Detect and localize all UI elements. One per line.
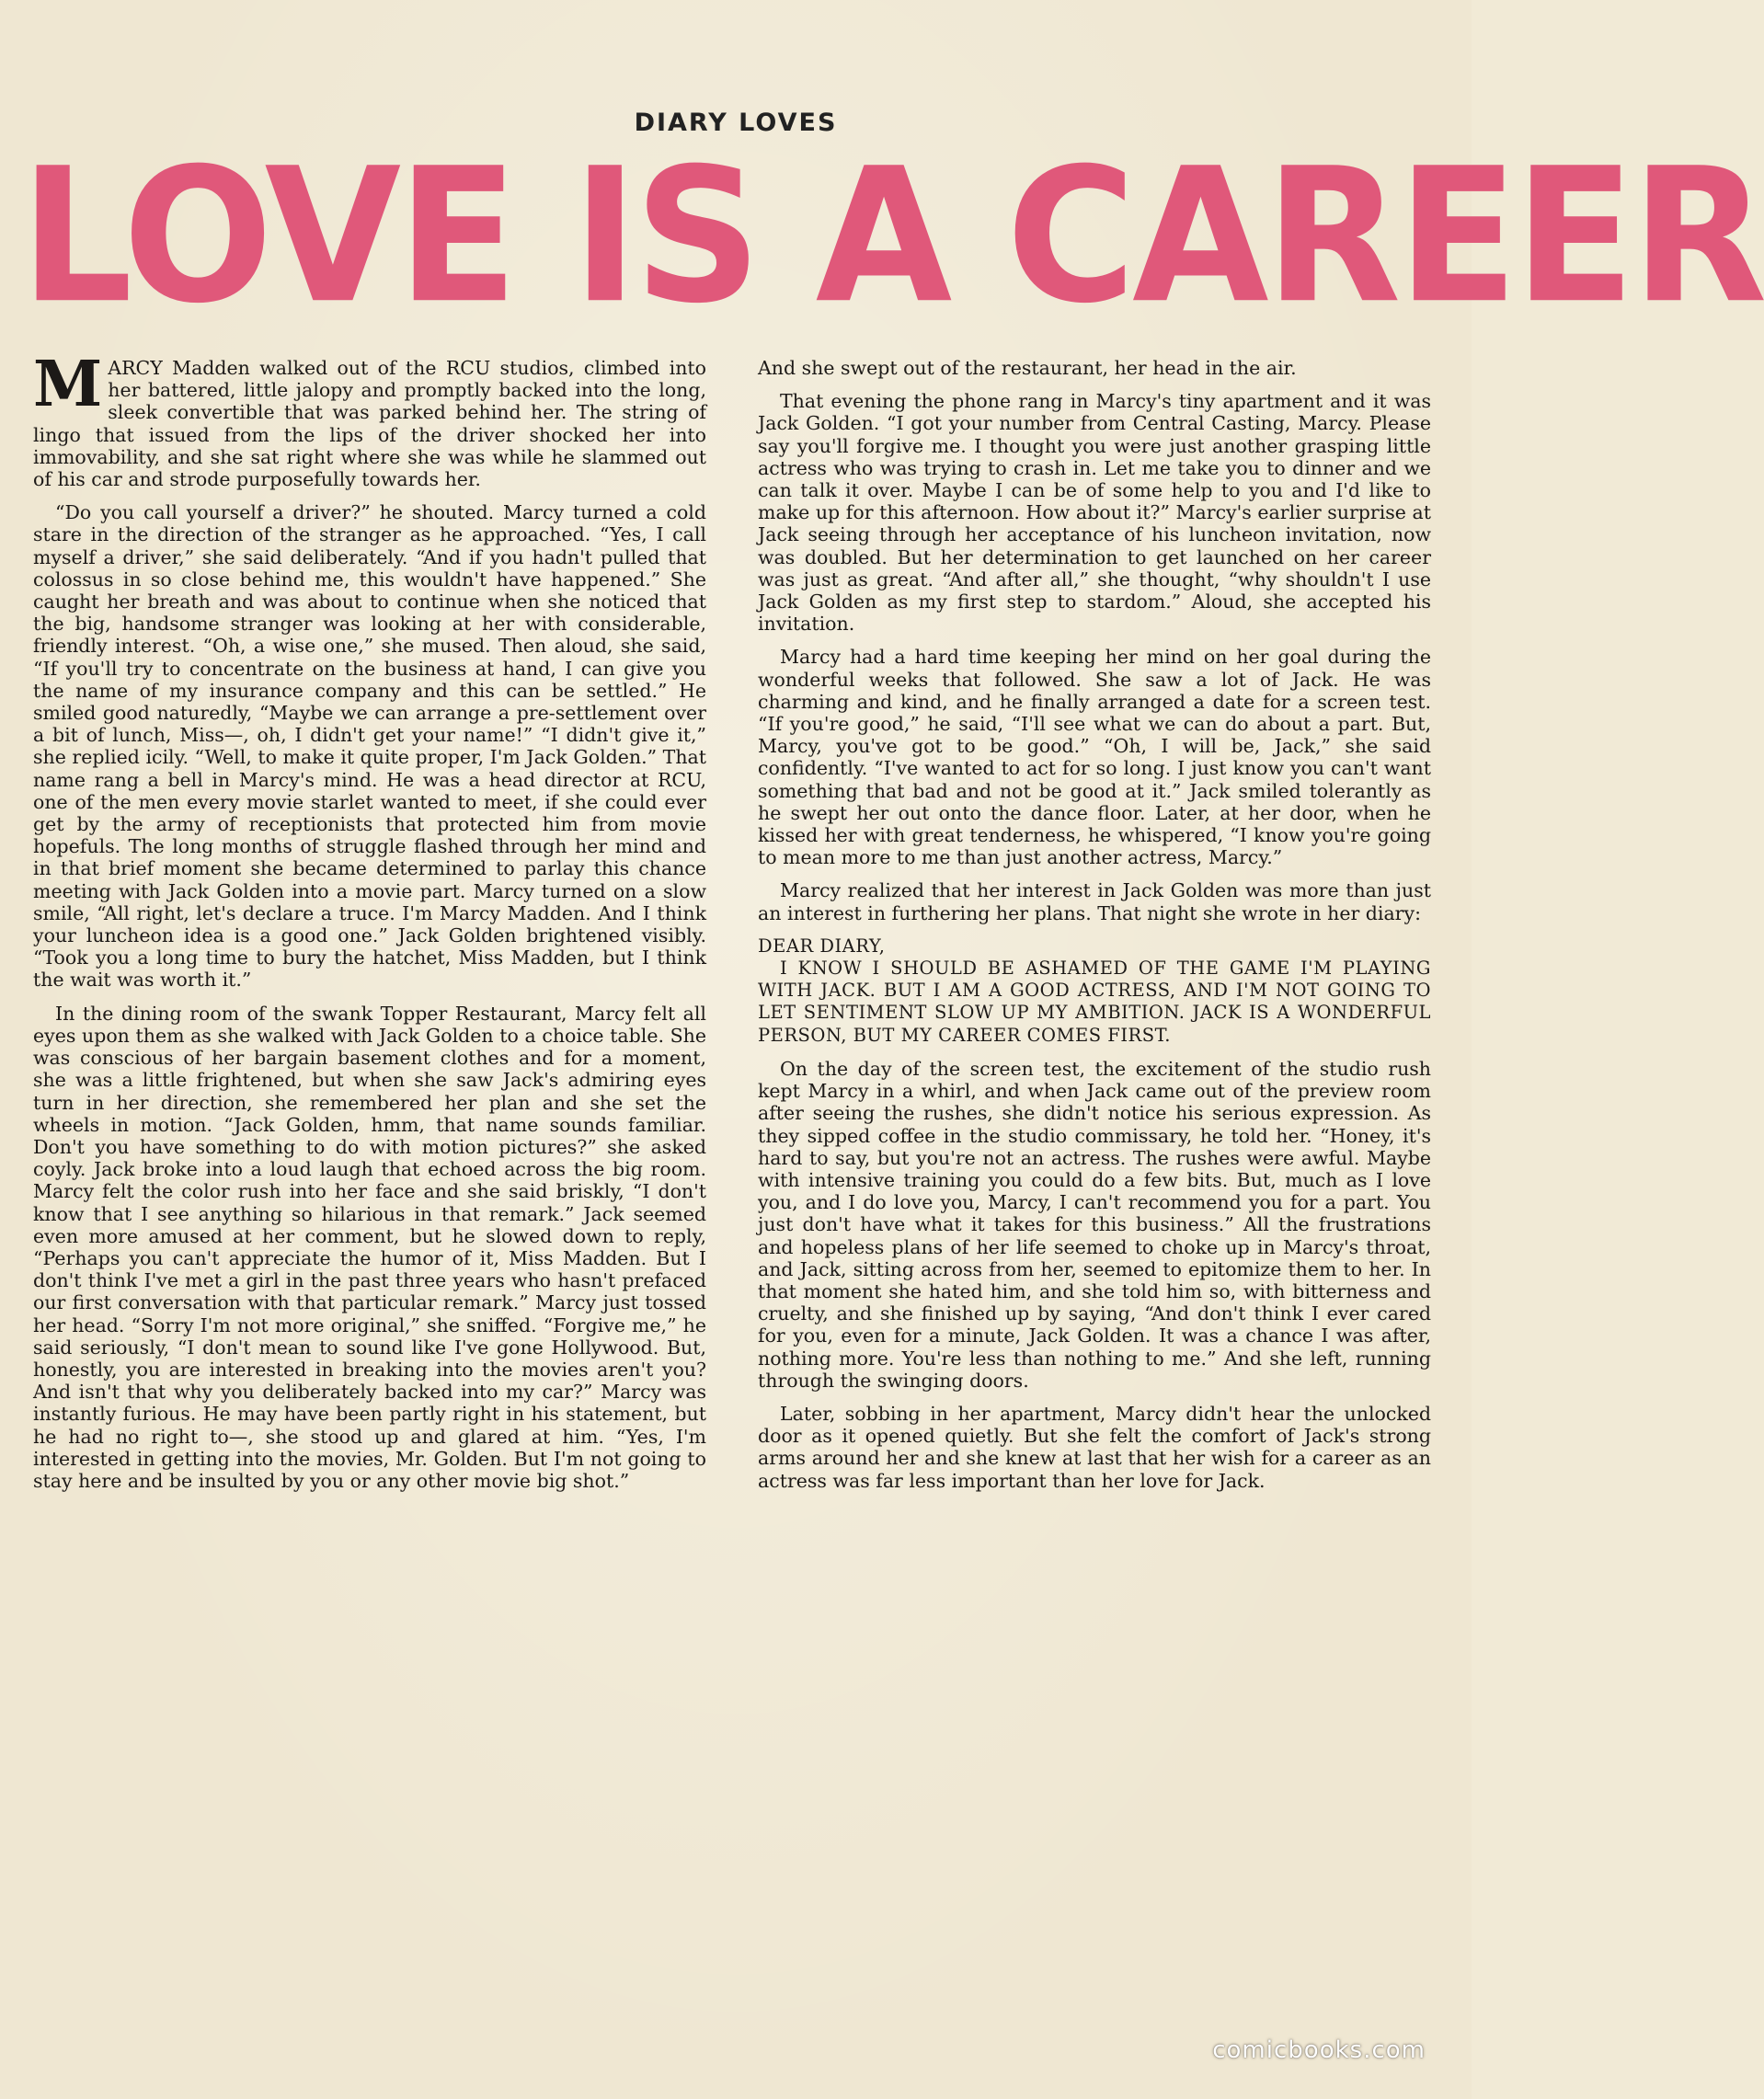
- right-column: [758, 357, 1431, 2003]
- diary-entry: I KNOW I SHOULD BE ASHAMED OF THE GAME I'M PLAYING WITH JACK. BUT I AM A GOOD ACTRESS, AND I'M NOT GOING TO LET SENTIMENT SLOW UP MY AMBITION. JACK IS A WONDERFUL PERSON, BUT MY CAREER COMES FIRST.: [758, 958, 1431, 1046]
- paragraph: In the dining room of the swank Topper Restaurant, Marcy felt all eyes upon them as she walked with Jack Golden to a choice table. She was conscious of her bargain basement clothes and for a moment, she was a little frightened, but when she saw Jack's admiring eyes turn in her direction, she remembered her plan and she set the wheels in motion. “Jack Golden, hmm, that name sounds familiar. Don't you have something to do with motion pictures?” she asked coyly. Jack broke into a loud laugh that echoed across the big room. Marcy felt the color rush into her face and she said briskly, “I don't know that I see anything so hilarious in that remark.” Jack seemed even more amused at her comment, but he slowed down to reply, “Perhaps you can't appreciate the humor of it, Miss Madden. But I don't think I've met a girl in the past three years who hasn't prefaced our first conversation with that particular remark.” Marcy just tossed her head. “Sorry I'm not more original,” she sniffed. “Forgive me,” he said seriously, “I don't mean to sound like I've gone Hollywood. But, honestly, you are interested in breaking into the movies aren't you? And isn't that why you deliberately backed into my car?” Marcy was instantly furious. He may have been partly right in his statement, but he had no right to—, she stood up and glared at him. “Yes, I'm interested in getting into the movies, Mr. Golden. But I'm not going to stay here and be insulted by you or any other movie big shot.”: [33, 1002, 706, 1492]
- paragraph: That evening the phone rang in Marcy's tiny apartment and it was Jack Golden. “I got your number from Central Casting, Marcy. Please say you'll forgive me. I thought you were just another grasping little actress who was trying to crash in. Let me take you to dinner and we can talk it over. Maybe I can be of some help to you and I'd like to make up for this afternoon. How about it?” Marcy's earlier surprise at Jack seeing through her acceptance of his luncheon invitation, now was doubled. But her determination to get launched on her career was just as great. “And after all,” she thought, “why shouldn't I use Jack Golden as my first step to stardom.” Aloud, she accepted his invitation.: [758, 390, 1431, 636]
- paragraph: On the day of the screen test, the excitement of the studio rush kept Marcy in a whirl, and when Jack came out of the preview room after seeing the rushes, she didn't notice his serious expression. As they sipped coffee in the studio commissary, he told her. “Honey, it's hard to say, but you're not an actress. The rushes were awful. Maybe with intensive training you could do a few bits. But, much as I love you, and I do love you, Marcy, I can't recommend you for a part. You just don't have what it takes for this business.” All the frustrations and hopeless plans of her life seemed to choke up in Marcy's throat, and Jack, sitting across from her, seemed to epitomize them to her. In that moment she hated him, and she told him so, with bitterness and cruelty, and she finished up by saying, “And don't think I ever cared for you, even for a minute, Jack Golden. It was a chance I was after, nothing more. You're less than nothing to me.” And she left, running through the swinging doors.: [758, 1057, 1431, 1392]
- paragraph-text: ARCY Madden walked out of the RCU studios, climbed into her battered, little jalopy and promptly backed into the long, sleek convertible that was parked behind her. The string of lingo that issued from the lips of the driver shocked her into immovability, and she sat right where she was while he slammed out of his car and strode purposefully towards her.: [33, 357, 706, 491]
- paragraph: “Do you call yourself a driver?” he shouted. Marcy turned a cold stare in the direction of the stranger as he approached. “Yes, I call myself a driver,” she said deliberately. “And if you hadn't pulled that colossus in so close behind me, this wouldn't have happened.” She caught her breath and was about to continue when she noticed that the big, handsome stranger was looking at her with considerable, friendly interest. “Oh, a wise one,” she mused. Then aloud, she said, “If you'll try to concentrate on the business at hand, I can give you the name of my insurance company and this can be settled.” He smiled good naturedly, “Maybe we can arrange a pre-settlement over a bit of lunch, Miss—, oh, I didn't get your name!” “I didn't give it,” she replied icily. “Well, to make it quite proper, I'm Jack Golden.” That name rang a bell in Marcy's mind. He was a head director at RCU, one of the men every movie starlet wanted to meet, if she could ever get by the army of receptionists that protected him from movie hopefuls. The long months of struggle flashed through her mind and in that brief moment she became determined to parlay this chance meeting with Jack Golden into a movie part. Marcy turned on a slow smile, “All right, let's declare a truce. I'm Marcy Madden. And I think your luncheon idea is a good one.” Jack Golden brightened visibly. “Took you a long time to bury the hatchet, Miss Madden, but I think the wait was worth it.”: [33, 501, 706, 992]
- diary-salutation: DEAR DIARY,: [758, 935, 886, 957]
- drop-cap: M: [33, 348, 103, 421]
- paragraph: [33, 348, 706, 491]
- left-column: [33, 348, 706, 2003]
- site-watermark: comicbooks.com: [1212, 2036, 1426, 2064]
- story-title: LOVE IS A CAREER: [20, 129, 1764, 345]
- story-columns: [33, 348, 1431, 2003]
- paragraph: Later, sobbing in her apartment, Marcy didn't hear the unlocked door as it opened quietly. But she felt the comfort of Jack's strong arms around her and she knew at last that her wish for a career as an actress was far less important than her love for Jack.: [758, 1402, 1431, 1492]
- paragraph: And she swept out of the restaurant, her head in the air.: [758, 357, 1297, 379]
- paragraph: Marcy had a hard time keeping her mind on her goal during the wonderful weeks that followed. She saw a lot of Jack. He was charming and kind, and he finally arranged a date for a screen test. “If you're good,” he said, “I'll see what we can do about a part. But, Marcy, you've got to be good.” “Oh, I will be, Jack,” she said confidently. “I've wanted to act for so long. I just know you can't want something that bad and not be good at it.” Jack smiled tolerantly as he swept her out onto the dance floor. Later, at her door, when he kissed her with great tenderness, he whispered, “I know you're going to mean more to me than just another actress, Marcy.”: [758, 646, 1431, 869]
- paragraph: Marcy realized that her interest in Jack Golden was more than just an interest in furthering her plans. That night she wrote in her diary:: [758, 879, 1431, 924]
- series-kicker: DIARY LOVES: [634, 109, 838, 137]
